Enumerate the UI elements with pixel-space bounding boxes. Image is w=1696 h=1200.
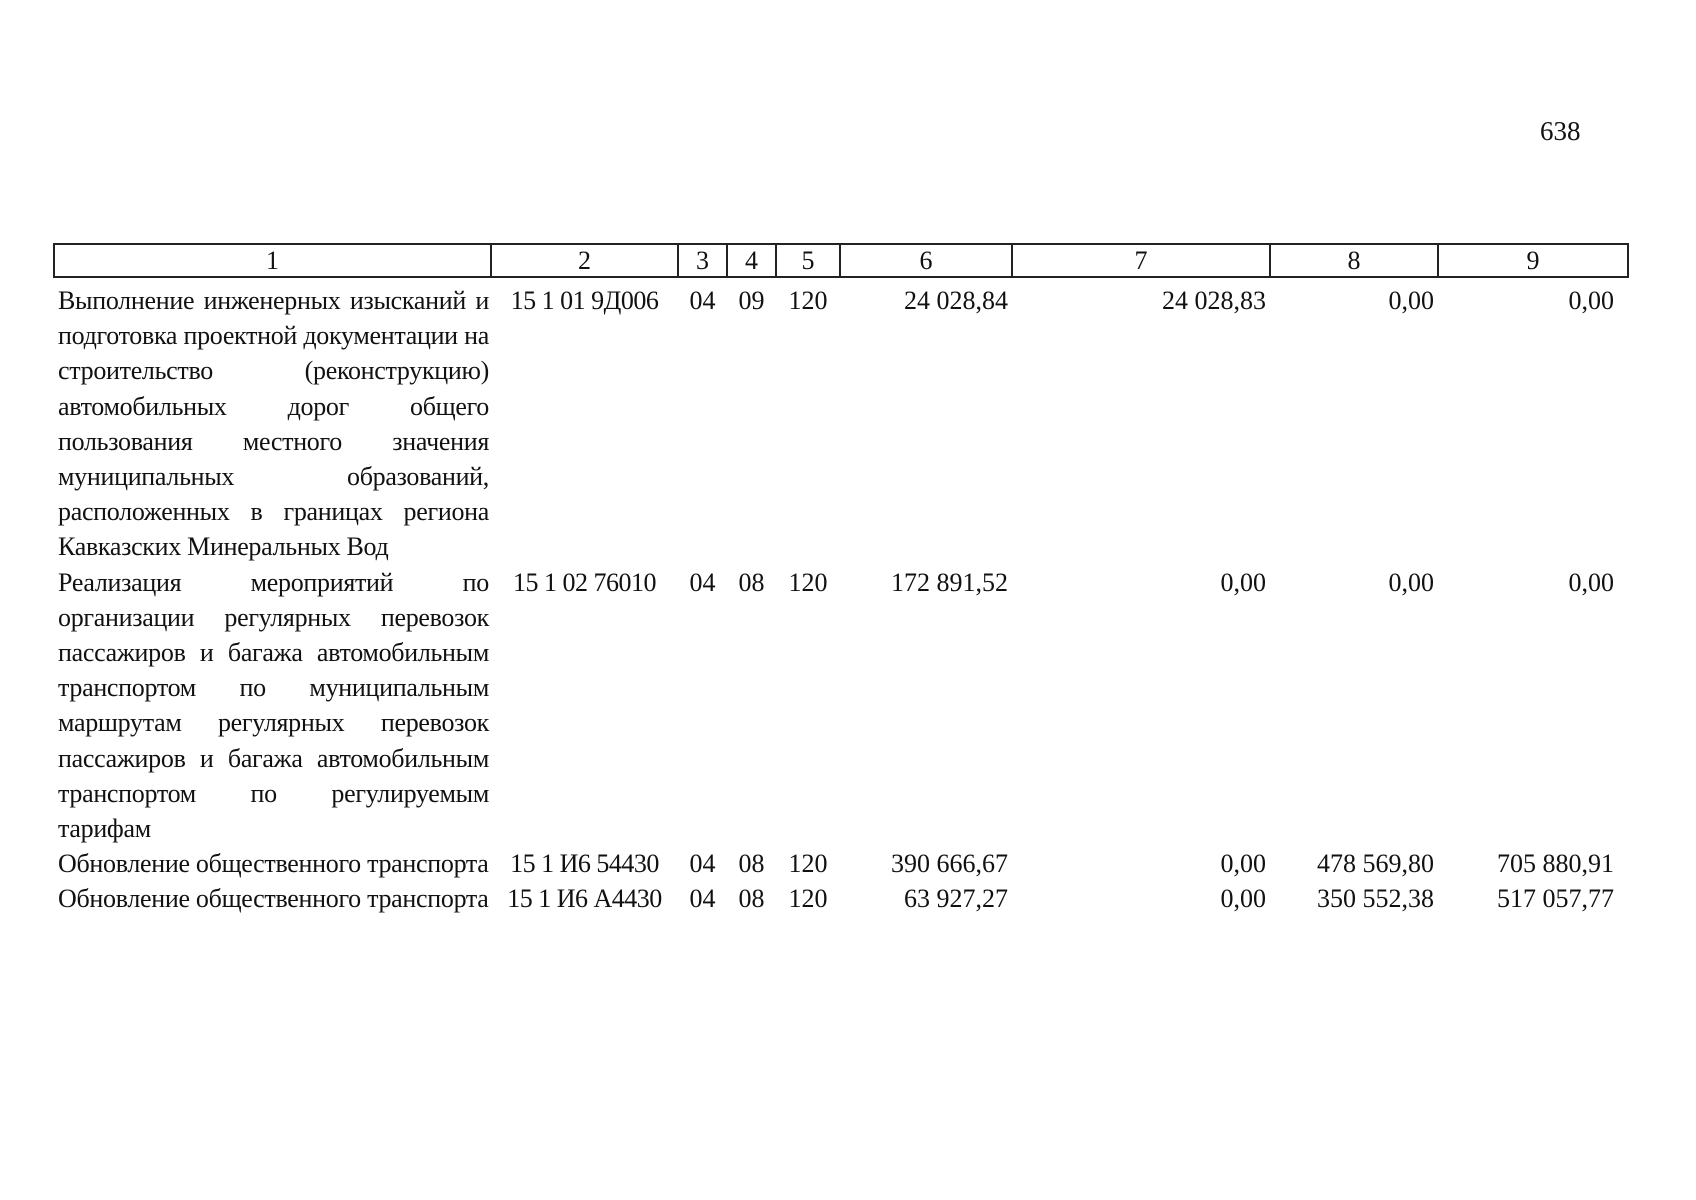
column-header-1: 1 xyxy=(54,244,491,277)
section-code: 04 xyxy=(689,567,716,597)
table-row xyxy=(54,846,1628,881)
page-number: 638 xyxy=(1540,116,1581,146)
amount-col7: 0,00 xyxy=(1220,884,1266,914)
amount-col8: 478 569,80 xyxy=(1317,849,1434,879)
expense-name: Обновление общественного транспорта xyxy=(58,884,489,914)
expense-name: Выполнение инженерных изысканий и подготовка проектной документации на строительство (реконструкцию) автомобильных дорог общего пользования местного значения муниципальных образований, расположенных в границах региона Кавказских Минеральных Вод xyxy=(58,286,489,562)
amount-col7: 0,00 xyxy=(1220,849,1266,879)
amount-col9: 705 880,91 xyxy=(1497,849,1614,879)
column-header-4: 4 xyxy=(727,244,776,277)
amount-col9: 517 057,77 xyxy=(1497,884,1614,914)
target-code: 15 1 И6 54430 xyxy=(510,849,659,879)
expense-name: Реализация мероприятий по организации регулярных перевозок пассажиров и багажа автомобильным транспортом по муниципальным маршрутам регулярных перевозок пассажиров и багажа автомобильным транспортом по регулируемым тарифам xyxy=(58,567,489,844)
column-header-6: 6 xyxy=(840,244,1012,277)
amount-col7: 0,00 xyxy=(1220,567,1266,597)
section-code: 04 xyxy=(689,286,716,315)
target-code: 15 1 02 76010 xyxy=(513,567,656,597)
target-code: 15 1 01 9Д006 xyxy=(510,286,659,315)
column-header-9: 9 xyxy=(1438,244,1628,277)
amount-col7: 24 028,83 xyxy=(1162,286,1266,315)
amount-col6: 24 028,84 xyxy=(904,286,1008,315)
column-header-3: 3 xyxy=(678,244,727,277)
expense-type-code: 120 xyxy=(788,849,828,879)
subsection-code: 09 xyxy=(738,286,765,315)
header-row xyxy=(54,244,1628,277)
table-row xyxy=(54,881,1628,916)
column-header-8: 8 xyxy=(1270,244,1438,277)
expense-type-code: 120 xyxy=(788,567,828,597)
amount-col8: 350 552,38 xyxy=(1317,884,1434,914)
target-code: 15 1 И6 А4430 xyxy=(507,884,662,914)
column-header-5: 5 xyxy=(776,244,840,277)
amount-col6: 63 927,27 xyxy=(904,884,1008,914)
amount-col9: 0,00 xyxy=(1568,567,1614,597)
subsection-code: 08 xyxy=(738,849,765,879)
amount-col8: 0,00 xyxy=(1388,567,1434,597)
expense-type-code: 120 xyxy=(788,884,828,914)
section-code: 04 xyxy=(689,884,716,914)
budget-table xyxy=(53,243,1629,917)
expense-name: Обновление общественного транспорта xyxy=(58,849,489,879)
column-header-2: 2 xyxy=(491,244,678,277)
section-code: 04 xyxy=(689,849,716,879)
amount-col6: 390 666,67 xyxy=(891,849,1008,879)
amount-col8: 0,00 xyxy=(1388,286,1434,315)
amount-col9: 0,00 xyxy=(1568,286,1614,315)
table-row xyxy=(54,565,1628,847)
subsection-code: 08 xyxy=(738,884,765,914)
column-header-7: 7 xyxy=(1012,244,1270,277)
amount-col6: 172 891,52 xyxy=(891,567,1008,597)
expense-type-code: 120 xyxy=(788,286,828,315)
table-row xyxy=(54,277,1628,565)
subsection-code: 08 xyxy=(738,567,765,597)
